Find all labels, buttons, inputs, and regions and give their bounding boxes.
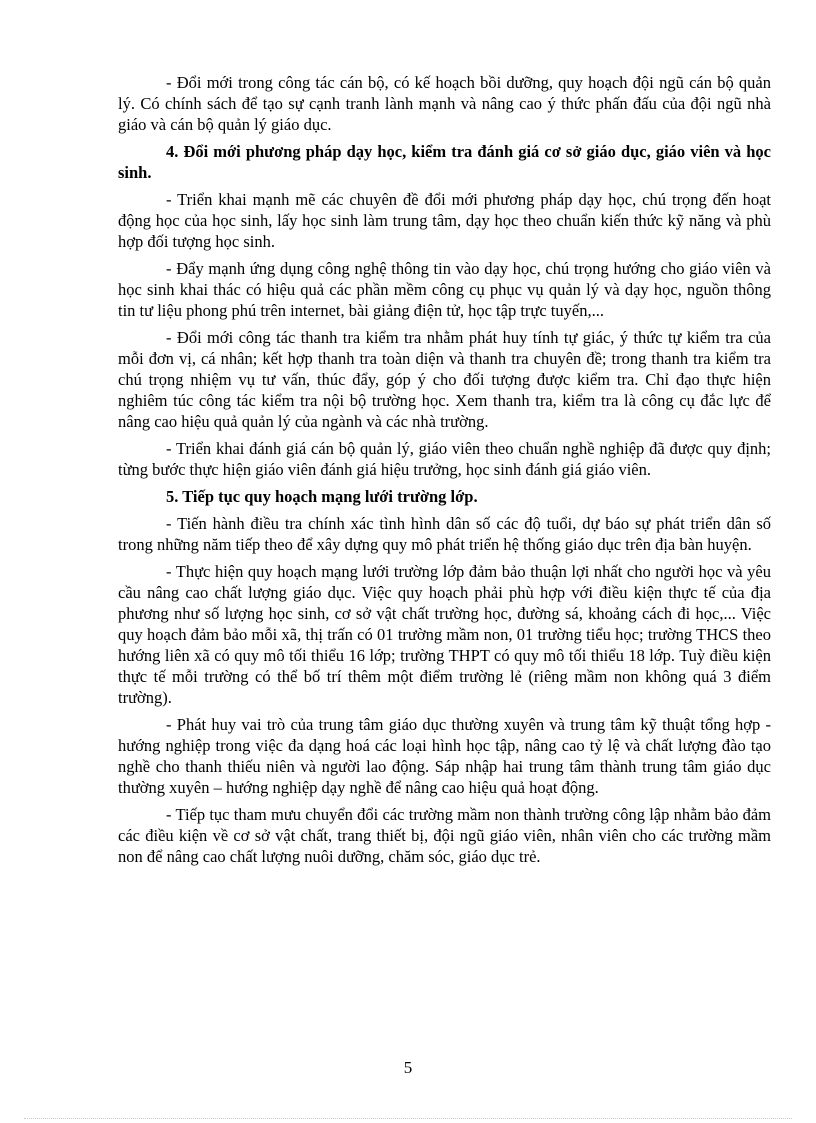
footer-divider xyxy=(24,1118,792,1119)
paragraph-education-centers: - Phát huy vai trò của trung tâm giáo dục thường xuyên và trung tâm kỹ thuật tổng hợp - hướng nghiệp trong việc đa dạng hoá các loại hình học tập, nâng cao tỷ lệ và chất lượng đào tạo nghề cho thanh thiếu niên và người lao động. Sáp nhập hai trung tâm thành trung tâm giáo dục thường xuyên – hướng nghiệp dạy nghề để nâng cao hiệu quả hoạt động. xyxy=(118,715,771,797)
paragraph-cadre-reform: - Đổi mới trong công tác cán bộ, có kế hoạch bồi dưỡng, quy hoạch đội ngũ cán bộ quản lý. Có chính sách để tạo sự cạnh tranh lành mạnh và nâng cao ý thức phấn đấu của đội ngũ nhà giáo và cán bộ quản lý giáo dục. xyxy=(118,73,771,134)
section-heading-5: 5. Tiếp tục quy hoạch mạng lưới trường lớp. xyxy=(166,487,478,506)
paragraph-teaching-methods: - Triển khai mạnh mẽ các chuyên đề đổi mới phương pháp dạy học, chú trọng đến hoạt động học của học sinh, lấy học sinh làm trung tâm, dạy học theo chuẩn kiến thức kỹ năng và phù hợp đối tượng học sinh. xyxy=(118,190,771,251)
paragraph-kindergarten-conversion: - Tiếp tục tham mưu chuyển đổi các trường mầm non thành trường công lập nhằm bảo đảm các điều kiện về cơ sở vật chất, trang thiết bị, đội ngũ giáo viên, nhân viên cho các trường mầm non để nâng cao chất lượng nuôi dưỡng, chăm sóc, giáo dục trẻ. xyxy=(118,805,771,866)
paragraph-population-survey: - Tiến hành điều tra chính xác tình hình dân số các độ tuổi, dự báo sự phát triển dân số trong những năm tiếp theo để xây dựng quy mô phát triển hệ thống giáo dục trên địa bàn huyện. xyxy=(118,514,771,554)
document-body xyxy=(118,72,771,873)
paragraph-school-network: - Thực hiện quy hoạch mạng lưới trường lớp đảm bảo thuận lợi nhất cho người học và yêu cầu nâng cao chất lượng giáo dục. Việc quy hoạch phải phù hợp với điều kiện thực tế của địa phương như số lượng học sinh, cơ sở vật chất trường học, đường sá, khoảng cách đi học,... Việc quy hoạch đảm bảo mỗi xã, thị trấn có 01 trường mầm non, 01 trường tiểu học; trường THCS theo hướng liên xã có quy mô tối thiểu 16 lớp; trường THPT có quy mô tối thiểu 18 lớp. Tuỳ điều kiện thực tế mỗi trường có thể bố trí thêm một điểm trường lẻ (riêng mầm non không quá 3 điểm trường). xyxy=(118,562,771,707)
page-number: 5 xyxy=(403,1058,413,1077)
paragraph-evaluation: - Triển khai đánh giá cán bộ quản lý, giáo viên theo chuẩn nghề nghiệp đã được quy định; từng bước thực hiện giáo viên đánh giá hiệu trưởng, học sinh đánh giá giáo viên. xyxy=(118,439,771,479)
paragraph-inspection: - Đổi mới công tác thanh tra kiểm tra nhằm phát huy tính tự giác, ý thức tự kiểm tra của mỗi đơn vị, cá nhân; kết hợp thanh tra toàn diện và thanh tra chuyên đề; trong thanh tra kiểm tra chú trọng nhiệm vụ tư vấn, thúc đẩy, góp ý cho đối tượng được kiểm tra. Chỉ đạo thực hiện nghiêm túc công tác kiểm tra nội bộ trường học. Xem thanh tra, kiểm tra là công cụ đắc lực để nâng cao hiệu quả quản lý của ngành và các nhà trường. xyxy=(118,328,771,431)
paragraph-it-application: - Đẩy mạnh ứng dụng công nghệ thông tin vào dạy học, chú trọng hướng cho giáo viên và học sinh khai thác có hiệu quả các phần mềm công cụ phục vụ quản lý và dạy học, nguồn thông tin tư liệu phong phú trên internet, bài giảng điện tử, học tập trực tuyến,... xyxy=(118,259,771,320)
section-heading-4: 4. Đổi mới phương pháp dạy học, kiểm tra đánh giá cơ sở giáo dục, giáo viên và học sinh. xyxy=(118,142,771,182)
